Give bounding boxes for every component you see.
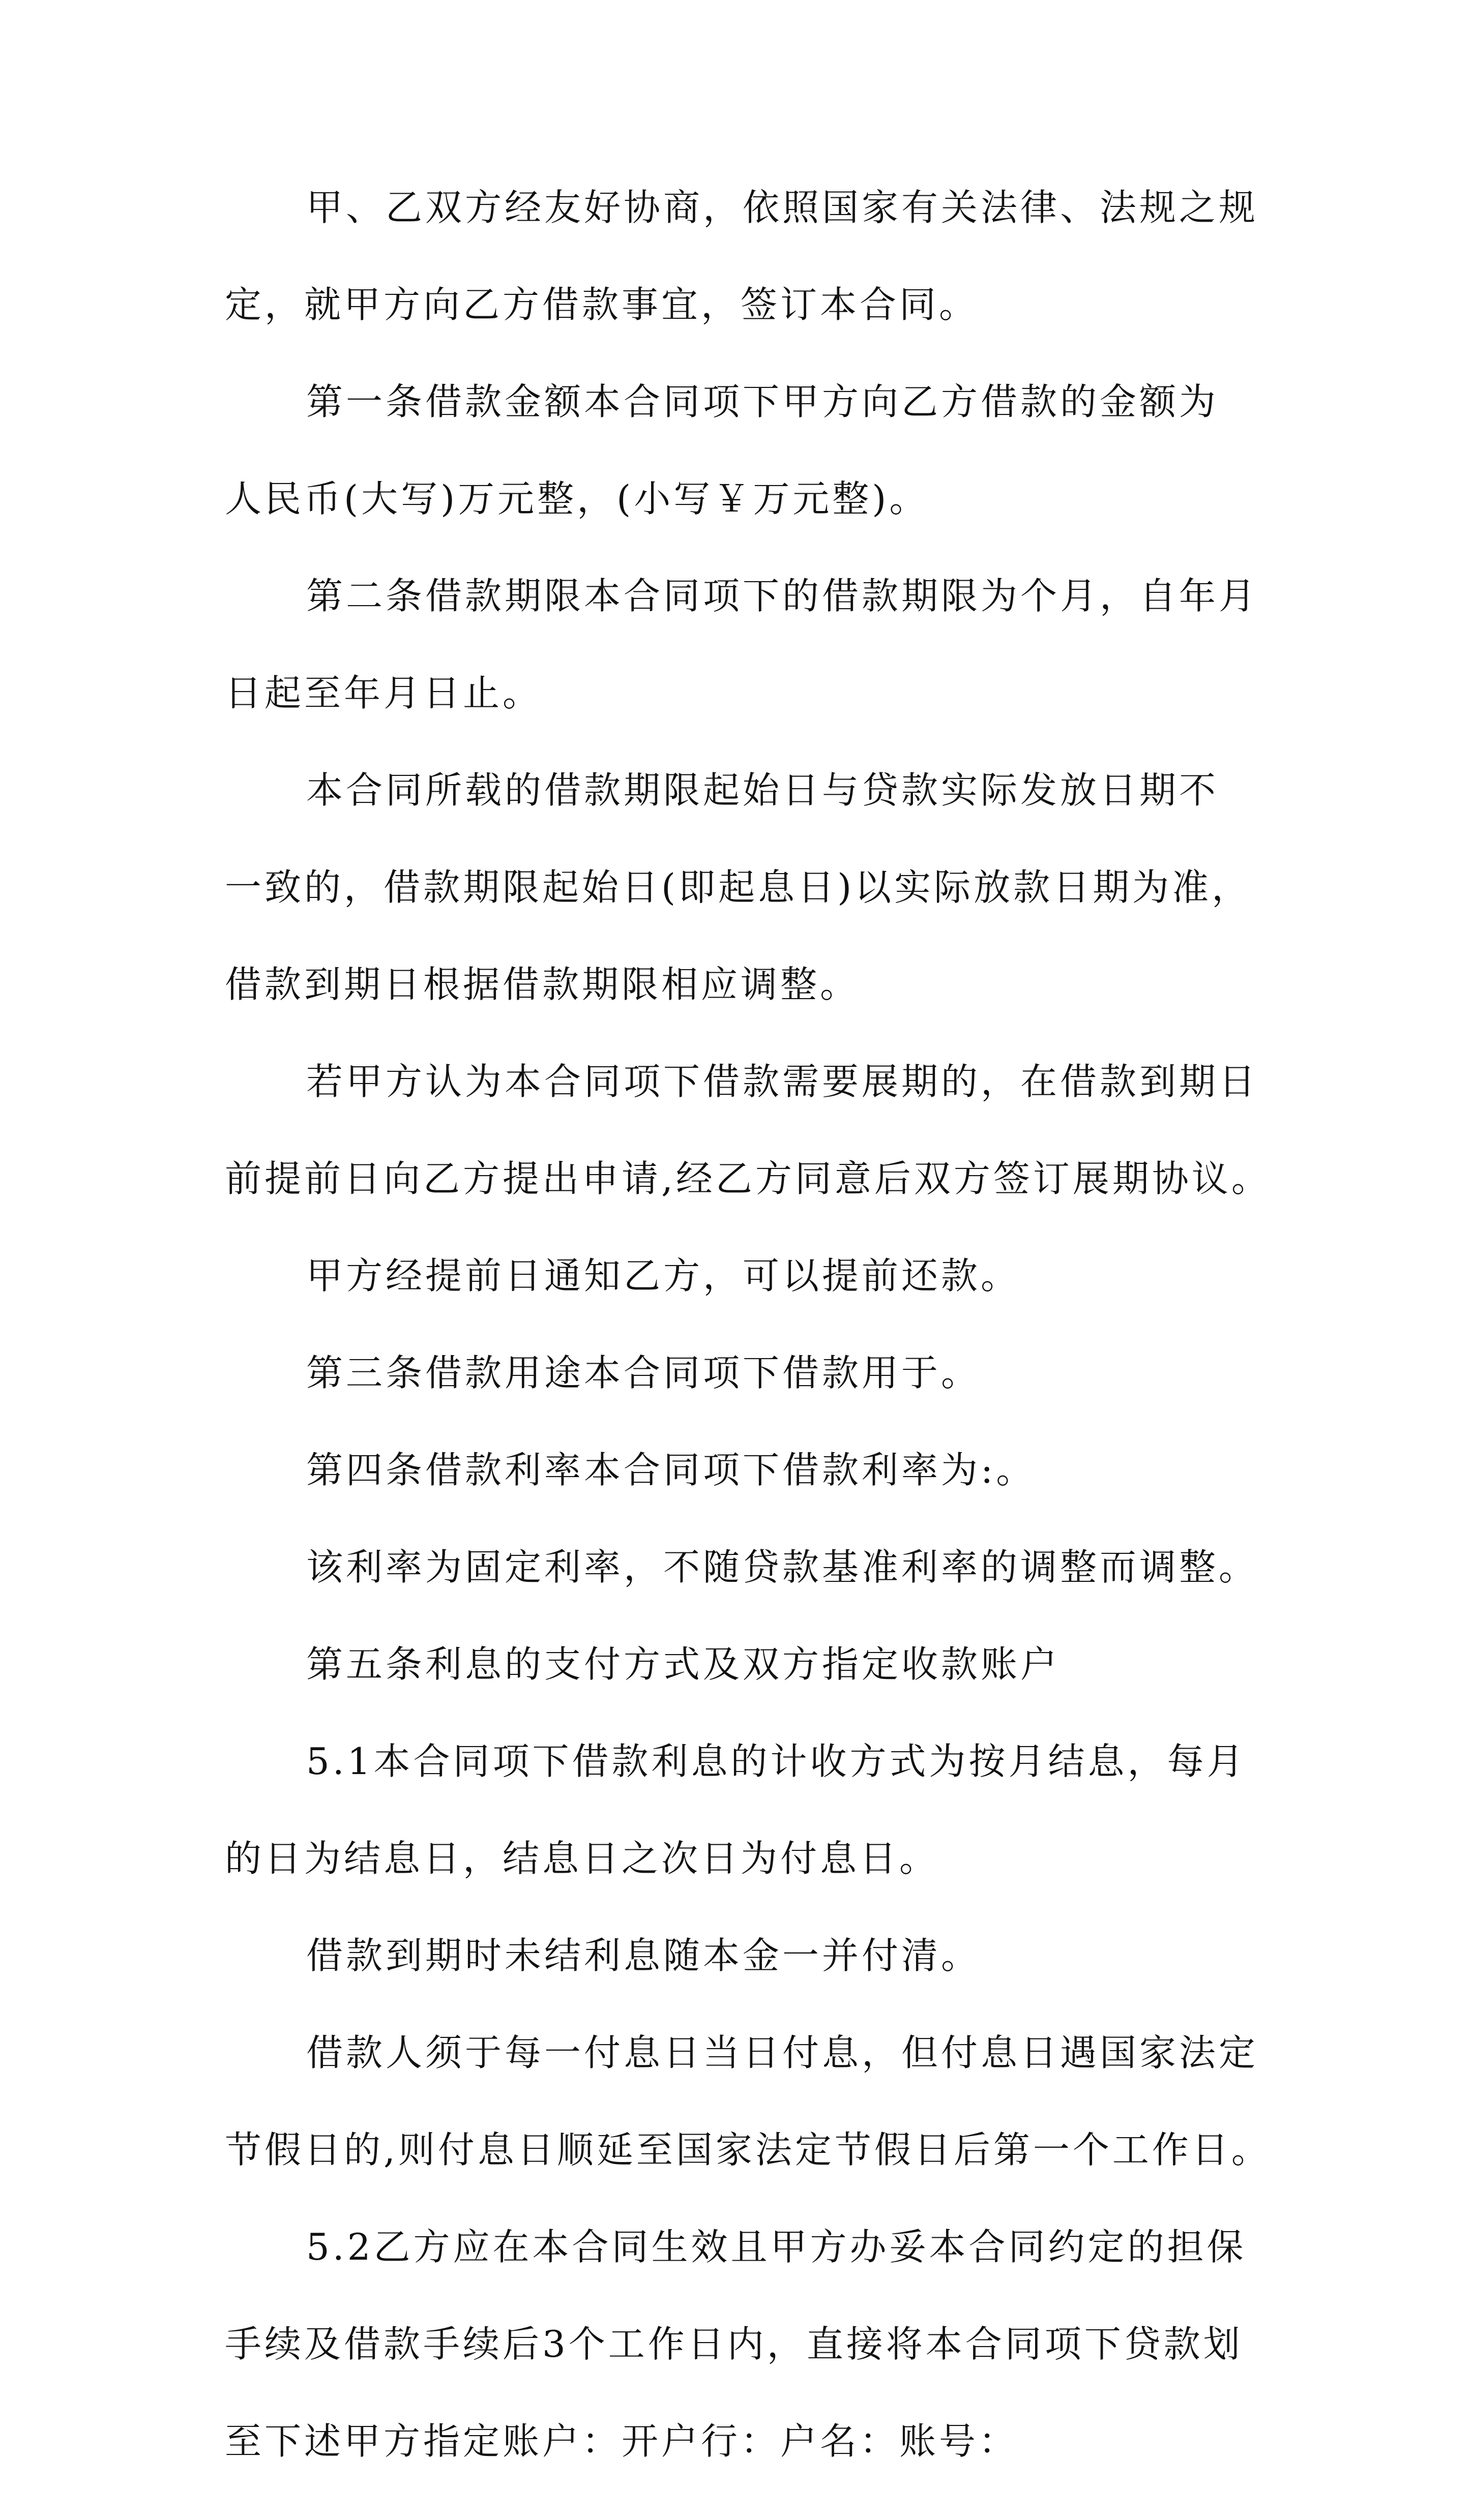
text-line: 至下述甲方指定账户：开户行：户名：账号：: [225, 2420, 1019, 2463]
text-line: 第一条借款金额本合同项下甲方向乙方借款的金额为: [306, 380, 1219, 423]
text-line: 第二条借款期限本合同项下的借款期限为个月，自年月: [306, 575, 1259, 617]
text-line: 第五条利息的支付方式及双方指定收款账户: [306, 1643, 1061, 1686]
text-line: 第四条借款利率本合同项下借款利率为:。: [306, 1449, 1036, 1491]
text-line: 5.2乙方应在本合同生效且甲方办妥本合同约定的担保: [306, 2226, 1247, 2268]
text-line: 手续及借款手续后3个工作日内，直接将本合同项下贷款划: [225, 2323, 1243, 2365]
text-line: 若甲方认为本合同项下借款需要展期的，在借款到期日: [306, 1060, 1259, 1103]
text-line: 前提前日向乙方提出申请,经乙方同意后双方签订展期协议。: [225, 1157, 1271, 1200]
text-line: 借款到期日根据借款期限相应调整。: [225, 963, 860, 1006]
contract-body: [225, 186, 1271, 2520]
text-line: 5.1本合同项下借款利息的计收方式为按月结息，每月: [306, 1740, 1247, 1783]
text-line: 一致的，借款期限起始日(即起息日)以实际放款日期为准，: [225, 866, 1252, 909]
text-line: 借款到期时未结利息随本金一并付清。: [306, 1934, 981, 1977]
text-line: 第三条借款用途本合同项下借款用于。: [306, 1352, 981, 1394]
text-line: 定，就甲方向乙方借款事宜，签订本合同。: [225, 283, 979, 326]
text-line: 借款人须于每一付息日当日付息，但付息日遇国家法定: [306, 2031, 1259, 2074]
text-line: 的日为结息日，结息日之次日为付息日。: [225, 1837, 939, 1880]
text-line: 该利率为固定利率，不随贷款基准利率的调整而调整。: [306, 1546, 1259, 1588]
text-line: 本合同所载的借款期限起始日与贷款实际发放日期不: [306, 769, 1219, 812]
text-line: 节假日的,则付息日顺延至国家法定节假日后第一个工作日。: [225, 2128, 1271, 2171]
text-line: 甲、乙双方经友好协商，依照国家有关法律、法规之规: [306, 186, 1259, 229]
text-line: 甲方经提前日通知乙方，可以提前还款。: [306, 1254, 1021, 1297]
text-line: 人民币(大写)万元整，(小写￥万元整)。: [225, 477, 929, 520]
text-line: 日起至年月日止。: [225, 672, 543, 714]
